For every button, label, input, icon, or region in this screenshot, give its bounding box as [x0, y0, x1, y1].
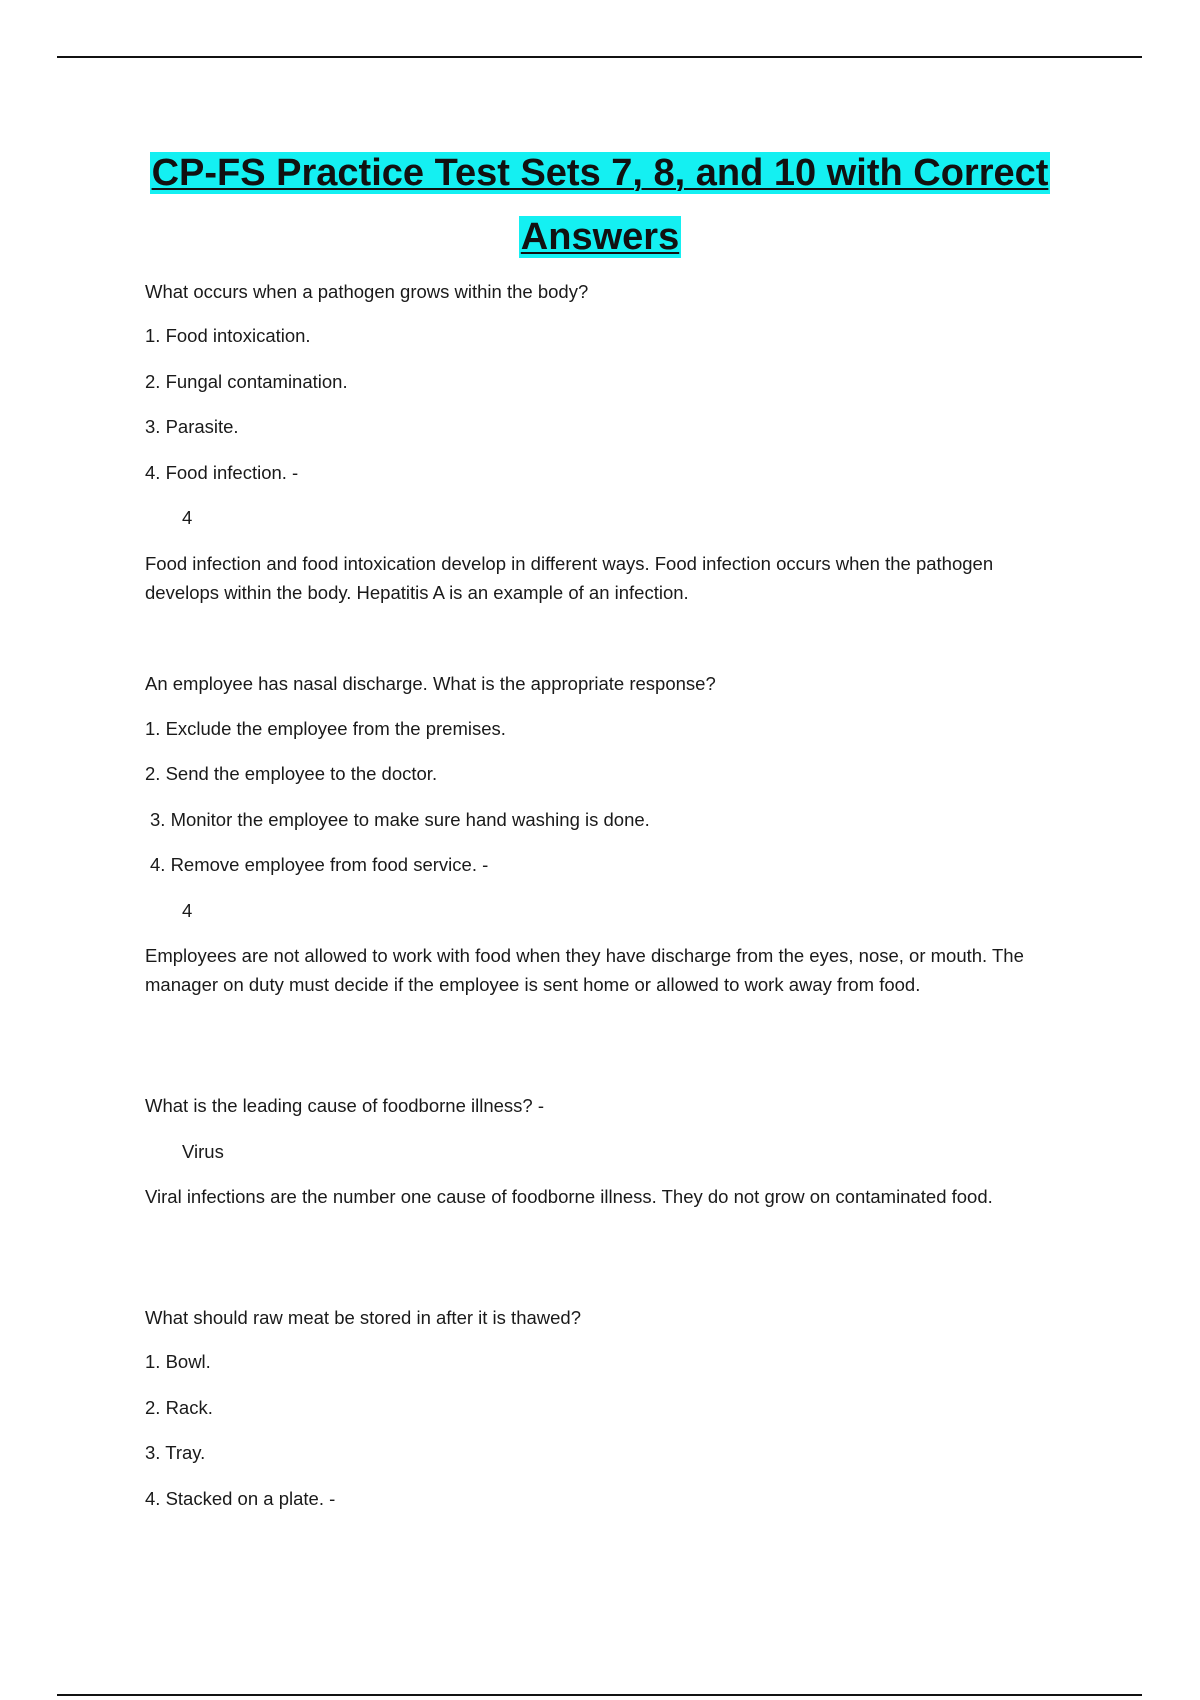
q2-option-1: 1. Exclude the employee from the premises.: [145, 718, 506, 739]
q1-option-1: 1. Food intoxication.: [145, 325, 311, 346]
q2-option-2: 2. Send the employee to the doctor.: [145, 763, 438, 784]
q2-answer: 4: [182, 900, 193, 921]
q2-option-3: 3. Monitor the employee to make sure hand washing is done.: [150, 809, 650, 830]
q4-option-4: 4. Stacked on a plate. -: [145, 1488, 336, 1509]
question-4: What should raw meat be stored in after it is thawed?: [145, 1307, 581, 1328]
q1-option-4: 4. Food infection. -: [145, 462, 299, 483]
q2-option-4: 4. Remove employee from food service. -: [150, 854, 489, 875]
q2-explanation: Employees are not allowed to work with food when they have discharge from the eyes, nose, or mouth. The manager on duty must decide if the employee is sent home or allowed to work away from food.: [145, 945, 1024, 995]
q4-option-1: 1. Bowl.: [145, 1351, 211, 1372]
q1-option-2: 2. Fungal contamination.: [145, 371, 348, 392]
q1-option-3: 3. Parasite.: [145, 416, 239, 437]
q4-option-2: 2. Rack.: [145, 1397, 213, 1418]
question-1: What occurs when a pathogen grows within the body?: [145, 281, 589, 302]
q3-answer: Virus: [182, 1141, 224, 1162]
bottom-rule: [57, 1694, 1142, 1696]
question-2: An employee has nasal discharge. What is the appropriate response?: [145, 673, 716, 694]
q3-explanation: Viral infections are the number one cause of foodborne illness. They do not grow on contaminated food.: [145, 1186, 993, 1207]
question-3: What is the leading cause of foodborne illness? -: [145, 1095, 545, 1116]
document-title: CP-FS Practice Test Sets 7, 8, and 10 with Correct Answers: [151, 152, 1049, 258]
q1-explanation: Food infection and food intoxication develop in different ways. Food infection occurs when the pathogen develops within the body. Hepatitis A is an example of an infection.: [145, 553, 994, 603]
q1-answer: 4: [182, 507, 193, 528]
q4-option-3: 3. Tray.: [145, 1442, 206, 1463]
